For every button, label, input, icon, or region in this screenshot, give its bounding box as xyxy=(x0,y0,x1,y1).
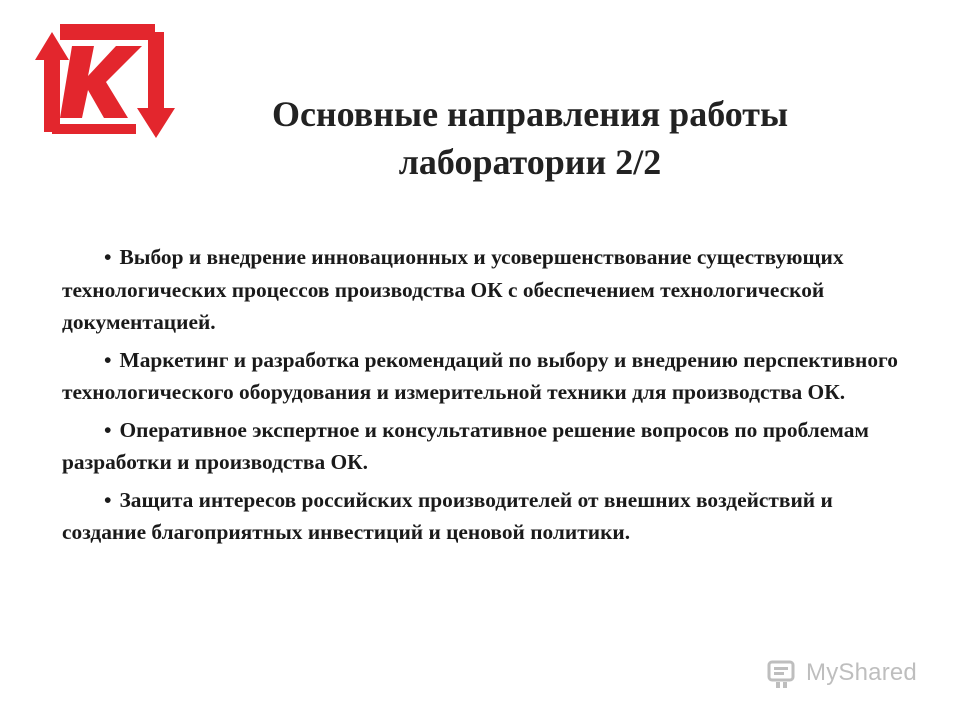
title-line-1: Основные направления работы xyxy=(271,94,789,134)
bullet-item xyxy=(62,414,902,479)
bullet-item xyxy=(62,484,902,549)
watermark-label: MyShared xyxy=(806,659,917,686)
bullet-text: Выбор и внедрение инновационных и усовершенствование существующих технологических процессов производства ОК с обеспечением технологической документацией. xyxy=(62,245,844,334)
bullet-text: Маркетинг и разработка рекомендаций по выбору и внедрению перспективного технологического оборудования и измерительной техники для производства ОК. xyxy=(62,347,898,404)
k-arrows-logo-icon xyxy=(30,20,180,145)
bullet-text: Защита интересов российских производителей от внешних воздействий и создание благоприятных инвестиций и ценовой политики. xyxy=(62,487,833,544)
bullet-marker: • xyxy=(104,487,112,512)
bullet-text: Оперативное экспертное и консультативное решение вопросов по проблемам разработки и производства ОК. xyxy=(62,417,869,474)
bullet-marker: • xyxy=(104,245,112,269)
bullet-item xyxy=(62,344,902,409)
bullet-marker: • xyxy=(104,417,112,442)
bullet-item xyxy=(62,241,902,339)
bullet-marker: • xyxy=(104,347,112,372)
bullet-list xyxy=(62,241,902,554)
page-title xyxy=(190,90,870,186)
myshared-watermark[interactable] xyxy=(766,656,917,690)
myshared-logo-icon xyxy=(766,656,800,690)
title-line-2: лаборатории 2/2 xyxy=(398,142,662,182)
